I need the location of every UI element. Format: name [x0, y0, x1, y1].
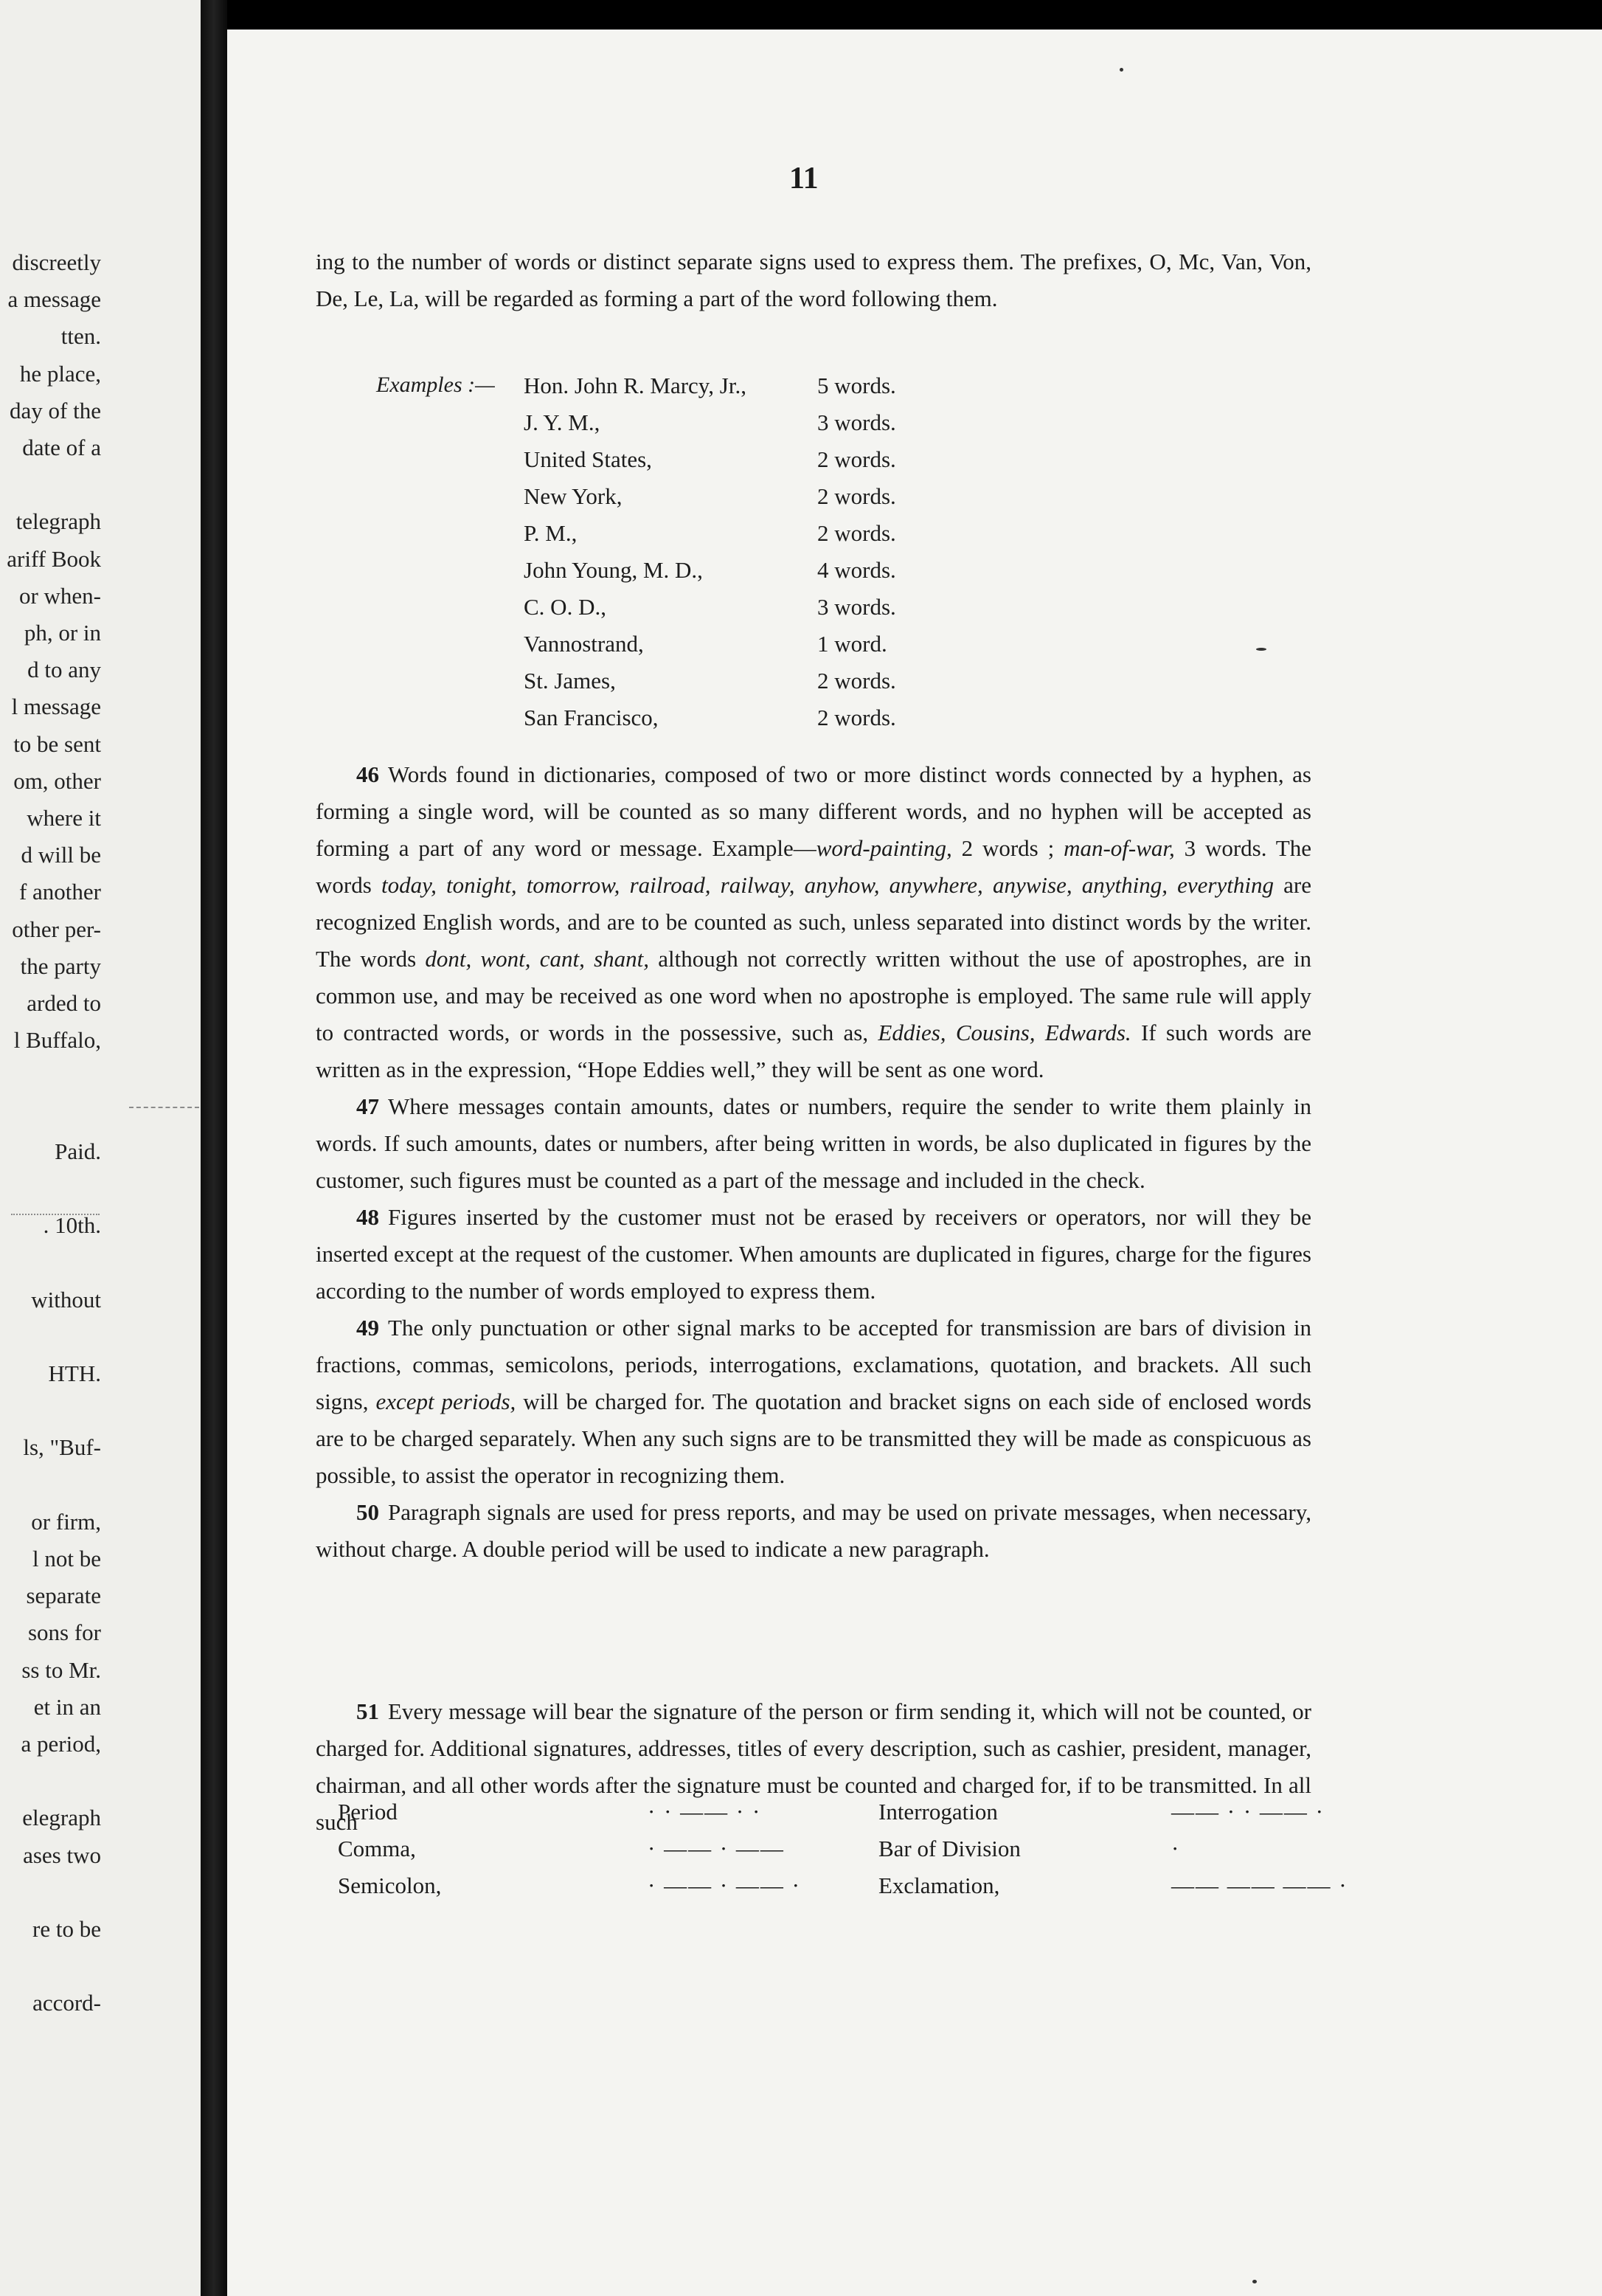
example-row [524, 373, 996, 409]
section-number: 48 [356, 1204, 379, 1230]
section-number: 49 [356, 1315, 379, 1341]
italic-term: word-painting, [816, 835, 952, 861]
example-row [524, 409, 996, 446]
signal-mark: · [1171, 1836, 1181, 1861]
signal-label: Comma, [338, 1836, 416, 1861]
example-word-count: 3 words. [817, 409, 896, 435]
rules-sections [316, 756, 1311, 1841]
signal-row [338, 1873, 1348, 1909]
section-number: 50 [356, 1499, 379, 1525]
section-50 [316, 1494, 1311, 1568]
section-number: 51 [356, 1698, 379, 1724]
facing-page-line: day of the [10, 397, 101, 423]
facing-page-line: separate [26, 1583, 101, 1609]
facing-page-line: elegraph [22, 1805, 101, 1831]
example-name: St. James, [524, 668, 616, 694]
example-word-count: 5 words. [817, 373, 896, 398]
example-word-count: 1 word. [817, 631, 887, 657]
example-row [524, 446, 996, 483]
signals-spacer [316, 1568, 1311, 1693]
signal-mark: · —— · —— · [648, 1873, 801, 1898]
facing-page-line: om, other [13, 767, 101, 794]
signal-mark: —— —— —— · [1171, 1873, 1348, 1898]
example-name: C. O. D., [524, 594, 606, 620]
section-text: although not correctly written without the use of apostrophes, are in common use, and may be received as one word when no apostrophe is employed. The same rule will apply to contracted words, or words in the possessive, such as, [316, 946, 1311, 1045]
paragraph-signals-table [338, 1799, 1348, 1920]
book-gutter [201, 0, 227, 2296]
facing-page-line: accord- [32, 1990, 101, 2016]
section-number: 46 [356, 761, 379, 787]
section-number: 47 [356, 1093, 379, 1119]
facing-page-line: date of a [22, 435, 101, 460]
speck [1252, 2280, 1257, 2283]
facing-page-line: d will be [21, 842, 101, 868]
signal-mark: · · —— · · [648, 1799, 762, 1825]
section-text: Figures inserted by the customer must not be erased by receivers or operators, nor will they be inserted except at the request of the customer. When amounts are duplicated in figures, charge for the figures according to the number of words employed to express them. [316, 1204, 1311, 1304]
signal-mark: · —— · —— [648, 1836, 785, 1861]
example-name: United States, [524, 446, 652, 472]
section-49 [316, 1310, 1311, 1494]
signal-row [338, 1799, 1325, 1836]
section-text: are recognized English words, and are to be counted as such, unless separated into distinct words by the writer. The words [316, 872, 1311, 972]
example-row [524, 631, 996, 668]
section-text: 3 words. The words [316, 835, 1311, 898]
example-name: P. M., [524, 520, 578, 546]
section-text: Every message will bear the signature of the person or firm sending it, which will not be counted, or charged for. Additional signatures, addresses, titles of every description, such as cashier, president, manager, chairman, and all other words after the signature must be counted and charged for, if to be transmitted. In all such [316, 1698, 1311, 1835]
signal-mark: —— · · —— · [1171, 1799, 1325, 1825]
facing-page-line: other per- [12, 916, 101, 942]
facing-page-line: the party [20, 952, 101, 979]
signal-label: Period [338, 1799, 398, 1825]
example-name: Hon. John R. Marcy, Jr., [524, 373, 746, 398]
example-name: New York, [524, 483, 623, 509]
facing-page-line: et in an [33, 1693, 101, 1720]
signal-label: Exclamation, [878, 1873, 1000, 1898]
signal-label: Bar of Division [878, 1836, 1021, 1861]
facing-page-line: ases two [23, 1842, 101, 1868]
example-word-count: 2 words. [817, 483, 896, 509]
section-47 [316, 1088, 1311, 1199]
facing-page-line: discreetly [12, 249, 101, 275]
intro-paragraph: ing to the number of words or distinct separate signs used to express them. The prefixes, O, Mc, Van, Von, De, Le, La, will be regarded as forming a part of the word following them. [316, 249, 1311, 311]
page-number: 11 [789, 162, 819, 196]
facing-page-line: Paid. [55, 1138, 101, 1164]
facing-page-line: without [31, 1286, 101, 1313]
section-46 [316, 756, 1311, 1088]
facing-page-line: re to be [32, 1916, 101, 1942]
facing-page-line: l message [11, 694, 101, 720]
section-text: Words found in dictionaries, composed of two or more distinct words connected by a hyphen, as forming a single word, will be counted as so many different words, and no hyphen will be accepted as forming a part of any word or message. Example— [316, 761, 1311, 861]
section-text: The only punctuation or other signal marks to be accepted for transmission are bars of division in fractions, commas, semicolons, periods, interrogations, exclamations, quotation, and brackets. All such signs, [316, 1315, 1311, 1414]
facing-page-line: l Buffalo, [13, 1027, 101, 1054]
example-word-count: 2 words. [817, 668, 896, 694]
facing-page-line: ls, "Buf- [23, 1434, 101, 1461]
section-text: Where messages contain amounts, dates or numbers, require the sender to write them plainly in words. If such amounts, dates or numbers, after being written in words, be also duplicated in figures by the customer, such figures must be counted as a part of the message and included in the check. [316, 1093, 1311, 1193]
example-row [524, 668, 996, 705]
facing-page-line: tten. [60, 323, 101, 350]
italic-term: except periods, [375, 1389, 516, 1414]
section-text: Paragraph signals are used for press reports, and may be used on private messages, when necessary, without charge. A double period will be used to indicate a new paragraph. [316, 1499, 1311, 1562]
signal-label: Semicolon, [338, 1873, 442, 1898]
example-row [524, 705, 996, 741]
example-word-count: 4 words. [817, 557, 896, 583]
facing-page-line: to be sent [13, 730, 101, 757]
speck [1120, 68, 1123, 72]
facing-page-line: l not be [32, 1546, 101, 1571]
signal-label: Interrogation [878, 1799, 998, 1825]
section-48 [316, 1199, 1311, 1310]
italic-term: Eddies, Cousins, Edwards. [878, 1020, 1131, 1045]
facing-page-line: arded to [27, 990, 101, 1016]
italic-term: man-of-war, [1064, 835, 1175, 861]
facing-page-line: where it [27, 805, 101, 831]
example-word-count: 3 words. [817, 594, 896, 620]
facing-page-left [0, 0, 201, 2296]
example-row [524, 520, 996, 557]
example-word-count: 2 words. [817, 705, 896, 730]
facing-page-line: d to any [27, 657, 101, 683]
facing-page-line: . 10th. [43, 1212, 101, 1239]
facing-page-line: or firm, [31, 1508, 101, 1535]
example-word-count: 2 words. [817, 520, 896, 546]
italic-term: today, tonight, tomorrow, railroad, railway, anyhow, anywhere, anywise, anything, everything [381, 872, 1274, 898]
facing-page-line: ss to Mr. [21, 1656, 101, 1683]
section-text: If such words are written as in the expression, “Hope Eddies well,” they will be sent as one word. [316, 1020, 1311, 1082]
facing-page-line: he place, [19, 360, 101, 387]
facing-page-rule [129, 1107, 199, 1108]
examples-intro: Examples :— [376, 373, 495, 397]
section-text: will be charged for. The quotation and bracket signs on each side of enclosed words are to be charged separately. When any such signs are to be transmitted they will be made as conspicuous as possible, to assist the operator in recognizing them. [316, 1389, 1311, 1488]
facing-page-line: a message [7, 286, 101, 313]
facing-page-rule [11, 1214, 100, 1215]
italic-term: dont, wont, cant, shant, [425, 946, 650, 972]
signal-row [338, 1836, 1297, 1873]
section-text: 2 words ; [951, 835, 1064, 861]
speck [1256, 648, 1266, 651]
example-name: J. Y. M., [524, 409, 600, 435]
facing-page-line: or when- [18, 582, 101, 609]
facing-page-line: telegraph [15, 508, 101, 535]
example-word-count: 2 words. [817, 446, 896, 472]
example-name: John Young, M. D., [524, 557, 703, 583]
example-row [524, 483, 996, 520]
facing-page-line: ariff Book [7, 545, 101, 572]
facing-page-line: HTH. [48, 1360, 101, 1386]
example-row [524, 557, 996, 594]
facing-page-line: ph, or in [24, 620, 101, 646]
example-name: San Francisco, [524, 705, 659, 730]
facing-page-line: sons for [27, 1619, 101, 1646]
facing-page-line: a period, [21, 1731, 101, 1757]
example-name: Vannostrand, [524, 631, 644, 657]
facing-page-line: f another [18, 879, 101, 905]
example-row [524, 594, 996, 631]
